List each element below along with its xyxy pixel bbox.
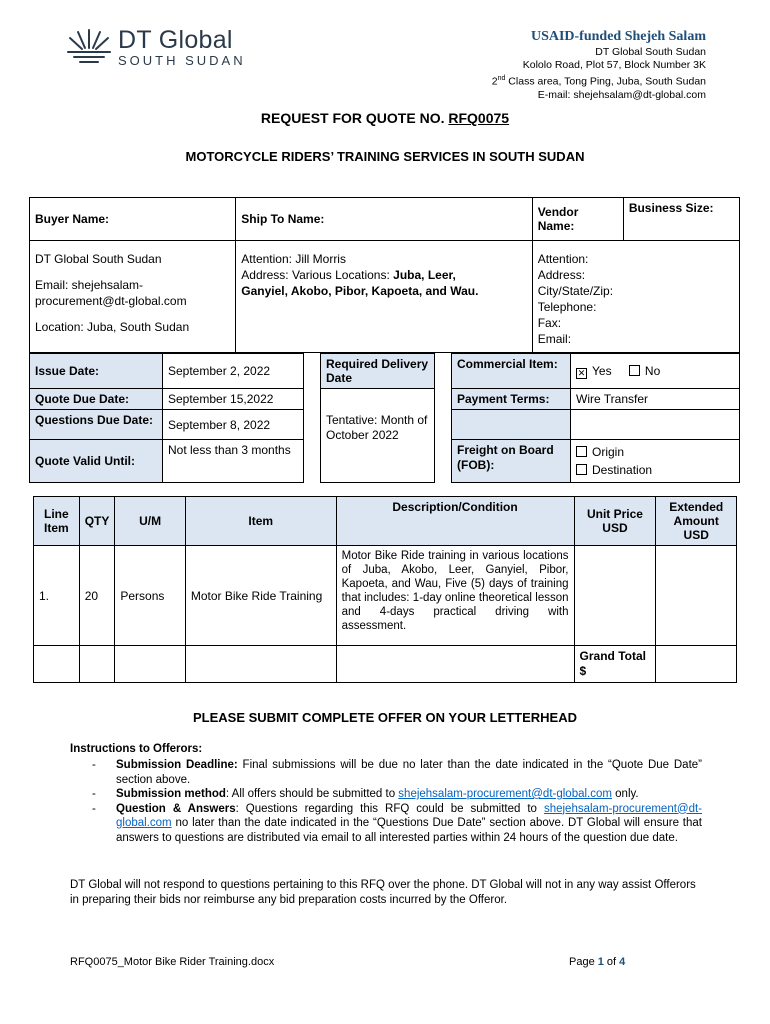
quote-valid-label: Quote Valid Until: xyxy=(30,440,163,483)
issue-date-value: September 2, 2022 xyxy=(163,354,304,389)
header-address-block xyxy=(492,28,706,102)
dt-global-sunburst-icon xyxy=(66,28,112,70)
origin-checkbox[interactable] xyxy=(576,446,587,457)
fob-label: Freight on Board (FOB): xyxy=(452,440,571,483)
vendor-label: Vendor Name: xyxy=(532,198,623,241)
items-header-row xyxy=(34,497,737,546)
list-item: - Submission method: All offers should be submitted to shejehsalam-procurement@dt-global.com only. xyxy=(92,787,702,802)
list-item: - Question & Answers: Questions regarding this RFQ could be submitted to shejehsalam-procurement@dt-global.com no later than the date indicated in the “Questions Due Date” section above. DT Global will ensure that answers to questions are distributed via email to all interested parties within 24 hours of the question due date. xyxy=(92,802,702,846)
quote-valid-value: Not less than 3 months xyxy=(163,440,304,483)
header-line3: 2nd Class area, Tong Ping, Juba, South Sudan xyxy=(491,75,706,88)
required-delivery-value: Tentative: Month of October 2022 xyxy=(321,389,435,483)
items-table xyxy=(33,496,737,683)
required-delivery-label: Required Delivery Date xyxy=(321,354,435,389)
ship-to-details: Attention: Jill Morris Address: Various Locations: Juba, Leer, Ganyiel, Akobo, Pibor, Kapoeta, and Wau. xyxy=(236,241,532,353)
grand-total-label: Grand Total $ xyxy=(574,646,656,683)
yes-checkbox[interactable]: ✕ xyxy=(577,367,586,378)
program-title: USAID-funded Shejeh Salam xyxy=(530,29,706,44)
quote-due-label: Quote Due Date: xyxy=(30,389,163,410)
header-line4: E-mail: shejehsalam@dt-global.com xyxy=(537,88,706,101)
destination-checkbox[interactable] xyxy=(576,464,587,475)
no-checkbox[interactable] xyxy=(629,365,640,376)
quote-due-value: September 15,2022 xyxy=(163,389,304,410)
col-line-item: Line Item xyxy=(34,497,80,546)
row-item: Motor Bike Ride Training xyxy=(185,546,336,646)
parties-table xyxy=(29,197,740,353)
buyer-details: DT Global South Sudan Email: shejehsalam- procurement@dt-global.com Location: Juba, South Sudan xyxy=(30,241,236,353)
col-extended-amount: Extended Amount USD xyxy=(656,497,737,546)
row-description: Motor Bike Ride training in various locations of Juba, Akobo, Leer, Ganyiel, Pibor, Kapoeta, and Wau, Five (5) days of training that includes: 1-day online theoretical lesson and 4-days practical driving with assessment. xyxy=(336,546,574,646)
row-line: 1. xyxy=(34,546,80,646)
payment-terms-label: Payment Terms: xyxy=(452,389,571,410)
row-unit-price xyxy=(574,546,656,646)
page-subtitle: MOTORCYCLE RIDERS’ TRAINING SERVICES IN SOUTH SUDAN xyxy=(185,149,585,164)
issue-date-label: Issue Date: xyxy=(30,354,163,389)
instructions-heading: Instructions to Offerors: xyxy=(70,743,203,755)
logo-name: DT Global xyxy=(118,26,233,54)
header-line2: Kololo Road, Plot 57, Block Number 3K xyxy=(522,59,706,71)
col-um: U/M xyxy=(115,497,186,546)
col-description: Description/Condition xyxy=(336,497,574,546)
instructions-list xyxy=(92,758,702,845)
business-size-label: Business Size: xyxy=(623,198,739,241)
row-um: Persons xyxy=(115,546,186,646)
commercial-item-label: Commercial Item: xyxy=(452,354,571,389)
table-row xyxy=(34,546,737,646)
questions-email-link[interactable]: shejehsalam-procurement@dt-global.com xyxy=(116,802,702,829)
col-unit-price: Unit Price USD xyxy=(574,497,656,546)
terms-table xyxy=(29,353,740,483)
payment-terms-value: Wire Transfer xyxy=(571,389,740,410)
header-line1: DT Global South Sudan xyxy=(595,46,706,58)
buyer-label: Buyer Name: xyxy=(30,198,236,241)
list-item: - Submission Deadline: Final submissions will be due no later than the date indicated in the “Quote Due Date” section above. xyxy=(92,758,702,787)
page-title: REQUEST FOR QUOTE NO. RFQ0075 xyxy=(260,110,510,126)
commercial-item-options: ✕ Yes No xyxy=(571,354,740,389)
submit-heading: PLEASE SUBMIT COMPLETE OFFER ON YOUR LETTERHEAD xyxy=(192,710,577,725)
row-extended xyxy=(656,546,737,646)
closing-paragraph: DT Global will not respond to questions pertaining to this RFQ over the phone. DT Global will not in any way assist Offerors in preparing their bids nor reimburse any bid preparation costs incurred by the Offeror. xyxy=(70,879,696,906)
footer-filename: RFQ0075_Motor Bike Rider Training.docx xyxy=(70,956,275,968)
questions-due-value: September 8, 2022 xyxy=(163,410,304,440)
fob-options: Origin Destination xyxy=(571,440,740,483)
vendor-details: Attention: Address: City/State/Zip: Telephone: Fax: Email: xyxy=(532,241,739,353)
grand-total-row xyxy=(34,646,737,683)
ship-to-label: Ship To Name: xyxy=(236,198,532,241)
submission-email-link[interactable]: shejehsalam-procurement@dt-global.com xyxy=(398,788,612,800)
col-qty: QTY xyxy=(79,497,115,546)
logo-region: SOUTH SUDAN xyxy=(118,53,246,68)
footer-page-number: Page 1 of 4 xyxy=(569,956,626,968)
row-qty: 20 xyxy=(79,546,115,646)
rfq-number: RFQ0075 xyxy=(448,110,510,126)
questions-due-label: Questions Due Date: xyxy=(30,410,163,440)
col-item: Item xyxy=(185,497,336,546)
